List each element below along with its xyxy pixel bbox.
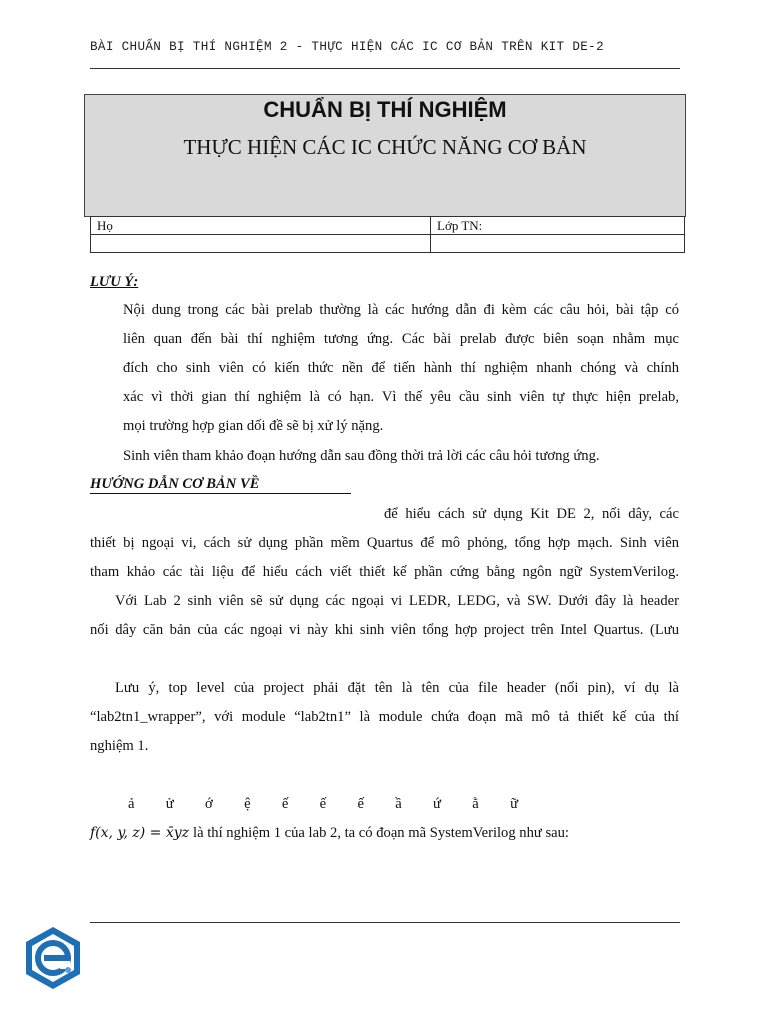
formula-line xyxy=(90,824,569,842)
guide-line: để hiểu cách sử dụng Kit DE 2, nối dây, các xyxy=(384,506,679,522)
page-subtitle: THỰC HIỆN CÁC IC CHỨC NĂNG CƠ BẢN xyxy=(183,135,587,159)
guide-line: tham khảo các tài liệu để hiểu cách viết thiết kế phần cứng bằng ngôn ngữ SystemVerilog. xyxy=(90,564,679,580)
formula: f(x, y, z) = x̄yz xyxy=(90,825,190,841)
guide-note-line: nghiệm 1. xyxy=(90,738,149,754)
class-label-cell: Lớp TN: xyxy=(431,217,685,235)
guide-line: thiết bị ngoại vi, cách sử dụng phần mềm Quartus để mô phỏng, tổng hợp mạch. Sinh viên xyxy=(90,535,679,551)
header-rule xyxy=(90,68,680,69)
guide-note-line: Lưu ý, top level của project phải đặt tên là tên của file header (nối pin), ví dụ là xyxy=(115,680,679,696)
running-header: BÀI CHUẨN BỊ THÍ NGHIỆM 2 - THỰC HIỆN CÁC IC CƠ BẢN TRÊN KIT DE-2 xyxy=(90,40,604,54)
note-heading: LƯU Ý: xyxy=(90,274,139,290)
guide-line: nối dây căn bản của các ngoại vi này khi sinh viên tổng hợp project trên Intel Quartus. (Lưu xyxy=(90,622,679,638)
guide-heading-underline xyxy=(90,493,351,494)
student-info-table xyxy=(90,216,685,253)
note-line: mọi trường hợp gian dối đề sẽ bị xử lý nặng. xyxy=(123,418,384,434)
hexagon-e-logo-icon xyxy=(22,925,84,991)
stray-glyphs: ả ử ớ ệ ế ế ế ầ ứ ằ ữ xyxy=(128,796,518,812)
note-line: Nội dung trong các bài prelab thường là các hướng dẫn đi kèm các câu hỏi, bài tập có xyxy=(123,302,679,318)
name-label-cell: Họ xyxy=(91,217,431,235)
guide-note-line: “lab2tn1_wrapper”, với module “lab2tn1” là module chứa đoạn mã mô tả thiết kế của thí xyxy=(90,709,679,725)
note-line: đích cho sinh viên có kiến thức nền để tiến hành thí nghiệm nhanh chóng và chính xyxy=(123,360,679,376)
note-line: liên quan đến bài thí nghiệm tương ứng. Các bài prelab được biên soạn nhằm mục xyxy=(123,331,679,347)
guide-heading: HƯỚNG DẪN CƠ BẢN VỀ xyxy=(90,476,260,492)
class-value-cell[interactable] xyxy=(431,235,685,253)
page-title: CHUẨN BỊ THÍ NGHIỆM xyxy=(263,97,507,122)
table-row xyxy=(91,217,685,235)
note-line: xác vì thời gian thí nghiệm là có hạn. Vì thế yêu cầu sinh viên tự thực hiện prelab, xyxy=(123,389,679,405)
name-value-cell[interactable] xyxy=(91,235,431,253)
guide-line: Với Lab 2 sinh viên sẽ sử dụng các ngoại vi LEDR, LEDG, và SW. Dưới đây là header xyxy=(115,593,679,609)
formula-text: là thí nghiệm 1 của lab 2, ta có đoạn mã SystemVerilog như sau: xyxy=(193,825,569,841)
title-box xyxy=(84,94,686,217)
footer-rule xyxy=(90,922,680,923)
note-last-line: Sinh viên tham khảo đoạn hướng dẫn sau đồng thời trả lời các câu hỏi tương ứng. xyxy=(123,448,600,464)
table-row xyxy=(91,235,685,253)
